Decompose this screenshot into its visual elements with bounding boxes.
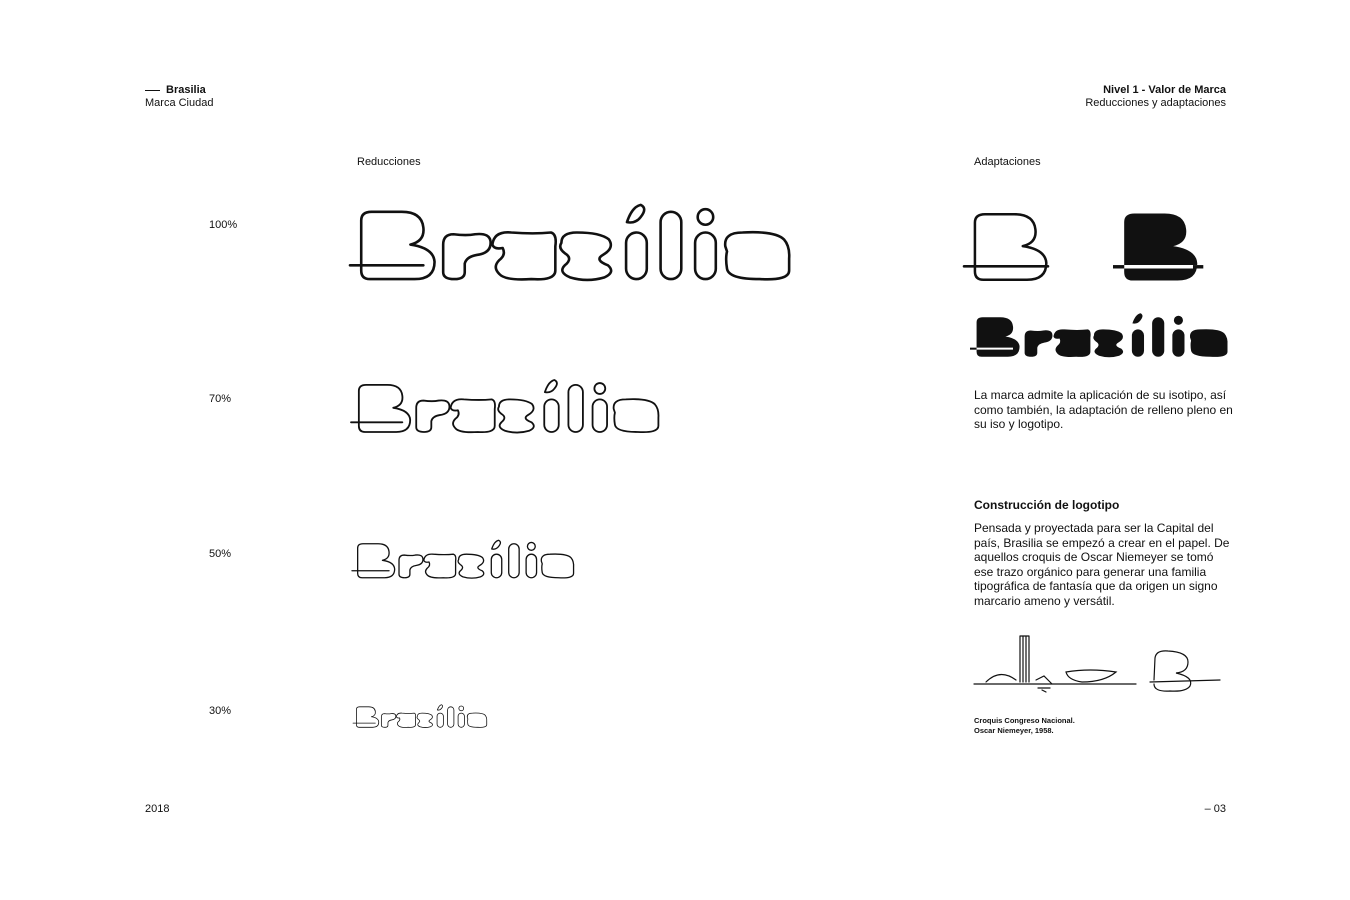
page-number: – 03 bbox=[1204, 803, 1226, 815]
brand-title bbox=[145, 84, 213, 97]
section-title: Nivel 1 - Valor de Marca bbox=[1103, 84, 1226, 96]
brand-subtitle: Marca Ciudad bbox=[145, 97, 214, 109]
brand-title-text: Brasilia bbox=[166, 84, 206, 96]
construccion-paragraph: Pensada y proyectada para ser la Capital del país, Brasilia se empezó a crear en el papel. De aquellos croquis de Oscar Niemeyer se tomó ese trazo orgánico para generar una familia tipográfica de fantasía que da origen un signo marcario ameno y versátil. bbox=[974, 521, 1230, 608]
header-left bbox=[145, 84, 213, 110]
logo-reduction-100 bbox=[350, 200, 790, 284]
footer-year: 2018 bbox=[145, 803, 170, 815]
caption-line-2: Oscar Niemeyer, 1958. bbox=[974, 726, 1054, 735]
adaptaciones-paragraph: La marca admite la aplicación de su isotipo, así como también, la adaptación de relleno pleno en su iso y logotipo. bbox=[974, 388, 1233, 432]
caption-line-1: Croquis Congreso Nacional. bbox=[974, 716, 1075, 725]
size-30-label: 30% bbox=[209, 705, 232, 717]
logo-reduction-70 bbox=[351, 375, 659, 437]
reducciones-label: Reducciones bbox=[357, 156, 421, 168]
isotype-solid bbox=[1113, 210, 1199, 284]
construccion-title: Construcción de logotipo bbox=[974, 498, 1120, 512]
logo-reduction-30 bbox=[353, 702, 487, 730]
size-100-label: 100% bbox=[209, 219, 238, 231]
congreso-sketch bbox=[972, 632, 1222, 696]
logo-reduction-50 bbox=[352, 536, 574, 582]
size-70-label: 70% bbox=[209, 393, 232, 405]
sketch-caption bbox=[974, 716, 1075, 736]
logo-solid bbox=[970, 310, 1228, 360]
size-50-label: 50% bbox=[209, 548, 232, 560]
header-right bbox=[1085, 84, 1226, 110]
section-subtitle: Reducciones y adaptaciones bbox=[1085, 97, 1226, 109]
adaptaciones-label: Adaptaciones bbox=[974, 156, 1041, 168]
isotype-outline bbox=[964, 210, 1048, 284]
title-dash bbox=[145, 90, 160, 91]
